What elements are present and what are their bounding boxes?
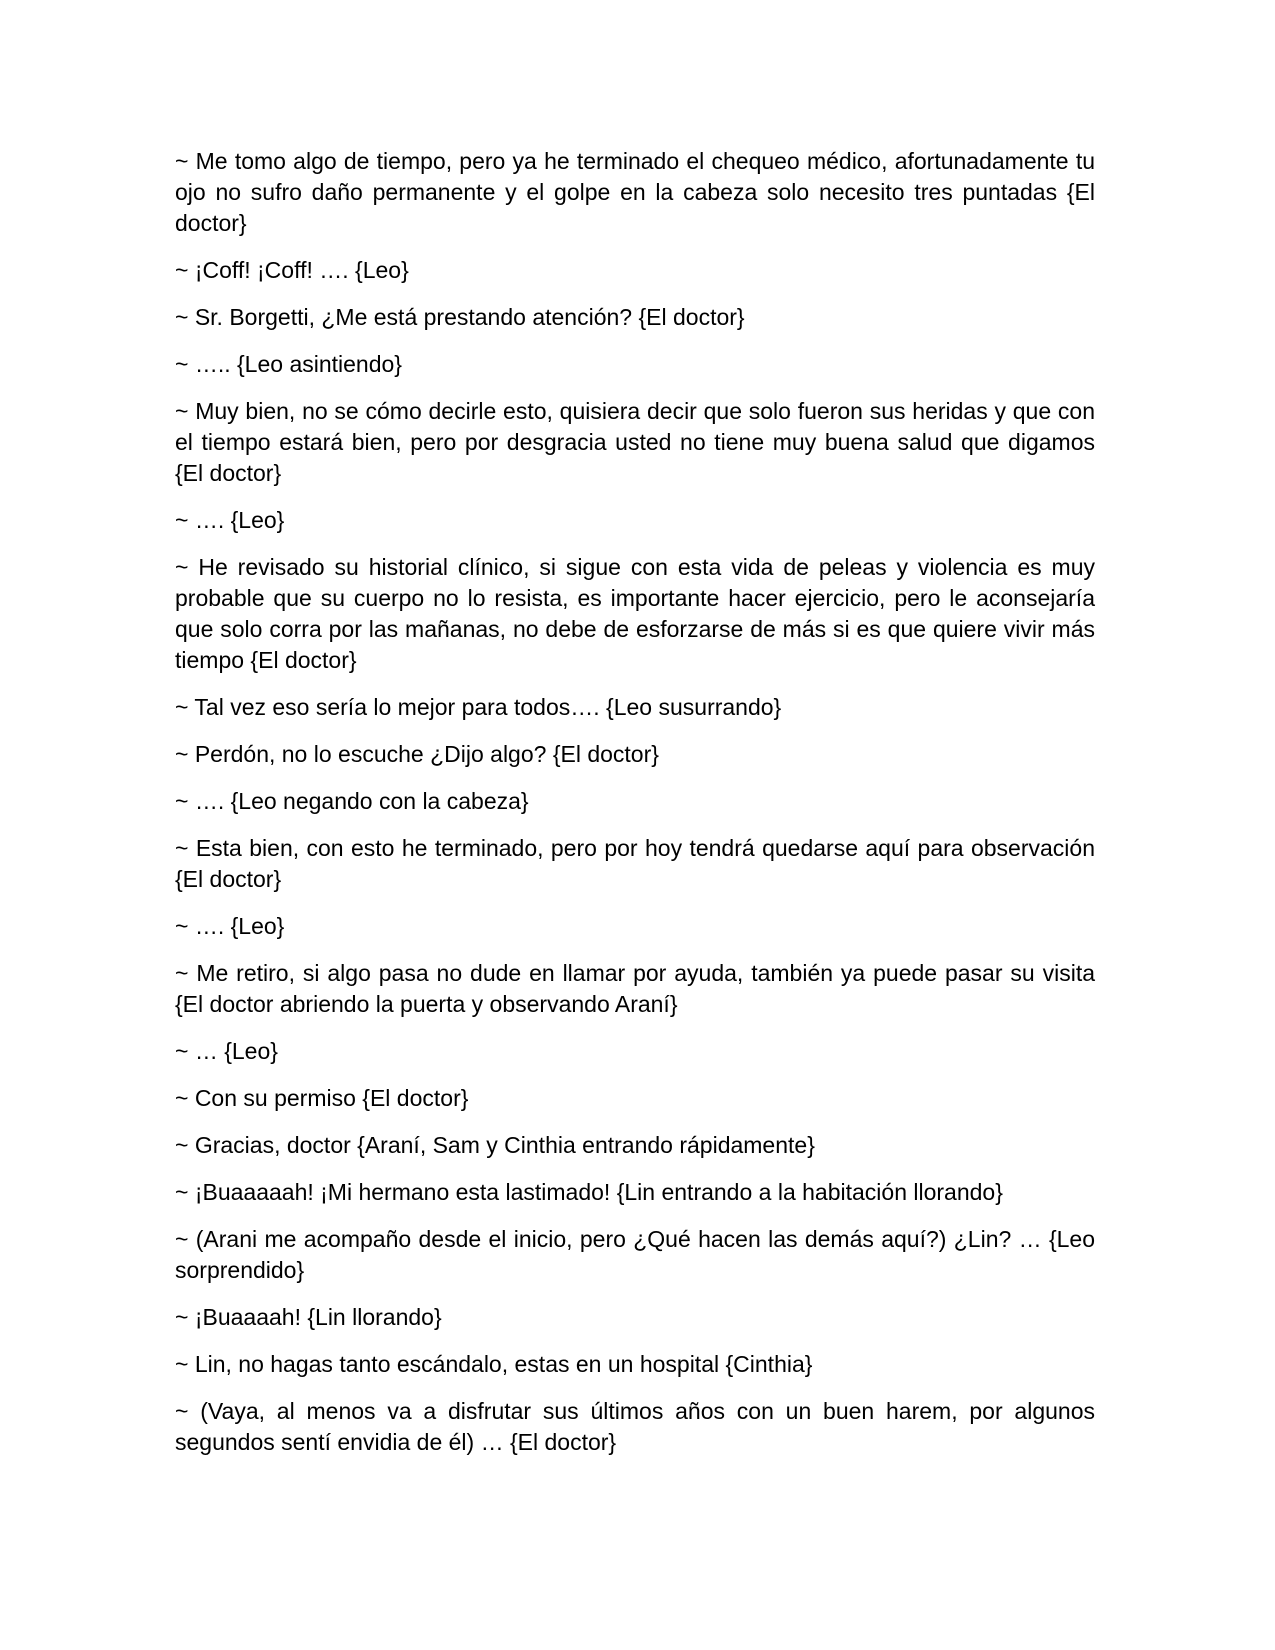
paragraph-2: ~ ¡Coff! ¡Coff! …. {Leo} — [175, 257, 409, 283]
paragraph-8: ~ Tal vez eso sería lo mejor para todos…. {Leo susurrando} — [175, 694, 782, 720]
paragraph-7: ~ He revisado su historial clínico, si sigue con esta vida de peleas y violencia es muy probable que su cuerpo no lo resista, es importante hacer ejercicio, pero le aconsejaría que solo corra por las mañanas, no debe de esforzarse de más si es que quiere vivir más tiempo {El doctor} — [175, 554, 1095, 673]
paragraph-10: ~ …. {Leo negando con la cabeza} — [175, 788, 529, 814]
paragraph-19: ~ ¡Buaaaah! {Lin llorando} — [175, 1304, 442, 1330]
paragraph-12: ~ …. {Leo} — [175, 913, 285, 939]
paragraph-18: ~ (Arani me acompaño desde el inicio, pero ¿Qué hacen las demás aquí?) ¿Lin? … {Leo sorprendido} — [175, 1226, 1095, 1283]
paragraph-3: ~ Sr. Borgetti, ¿Me está prestando atención? {El doctor} — [175, 304, 745, 330]
paragraph-5: ~ Muy bien, no se cómo decirle esto, quisiera decir que solo fueron sus heridas y que con el tiempo estará bien, pero por desgracia usted no tiene muy buena salud que digamos {El doctor} — [175, 398, 1095, 486]
paragraph-21: ~ (Vaya, al menos va a disfrutar sus últimos años con un buen harem, por algunos segundos sentí envidia de él) … {El doctor} — [175, 1398, 1095, 1455]
paragraph-17: ~ ¡Buaaaaah! ¡Mi hermano esta lastimado! {Lin entrando a la habitación llorando} — [175, 1179, 1003, 1205]
paragraph-1: ~ Me tomo algo de tiempo, pero ya he terminado el chequeo médico, afortunadamente tu ojo no sufro daño permanente y el golpe en la cabeza solo necesito tres puntadas {El doctor} — [175, 148, 1095, 236]
paragraph-9: ~ Perdón, no lo escuche ¿Dijo algo? {El doctor} — [175, 741, 659, 767]
paragraph-6: ~ …. {Leo} — [175, 507, 285, 533]
paragraph-20: ~ Lin, no hagas tanto escándalo, estas en un hospital {Cinthia} — [175, 1351, 813, 1377]
paragraph-13: ~ Me retiro, si algo pasa no dude en llamar por ayuda, también ya puede pasar su visita {El doctor abriendo la puerta y observando Araní} — [175, 960, 1095, 1017]
paragraph-11: ~ Esta bien, con esto he terminado, pero por hoy tendrá quedarse aquí para observación {El doctor} — [175, 835, 1095, 892]
paragraph-16: ~ Gracias, doctor {Araní, Sam y Cinthia entrando rápidamente} — [175, 1132, 815, 1158]
document-page — [175, 146, 1095, 1474]
paragraph-14: ~ … {Leo} — [175, 1038, 278, 1064]
paragraph-4: ~ ….. {Leo asintiendo} — [175, 351, 402, 377]
paragraph-15: ~ Con su permiso {El doctor} — [175, 1085, 469, 1111]
